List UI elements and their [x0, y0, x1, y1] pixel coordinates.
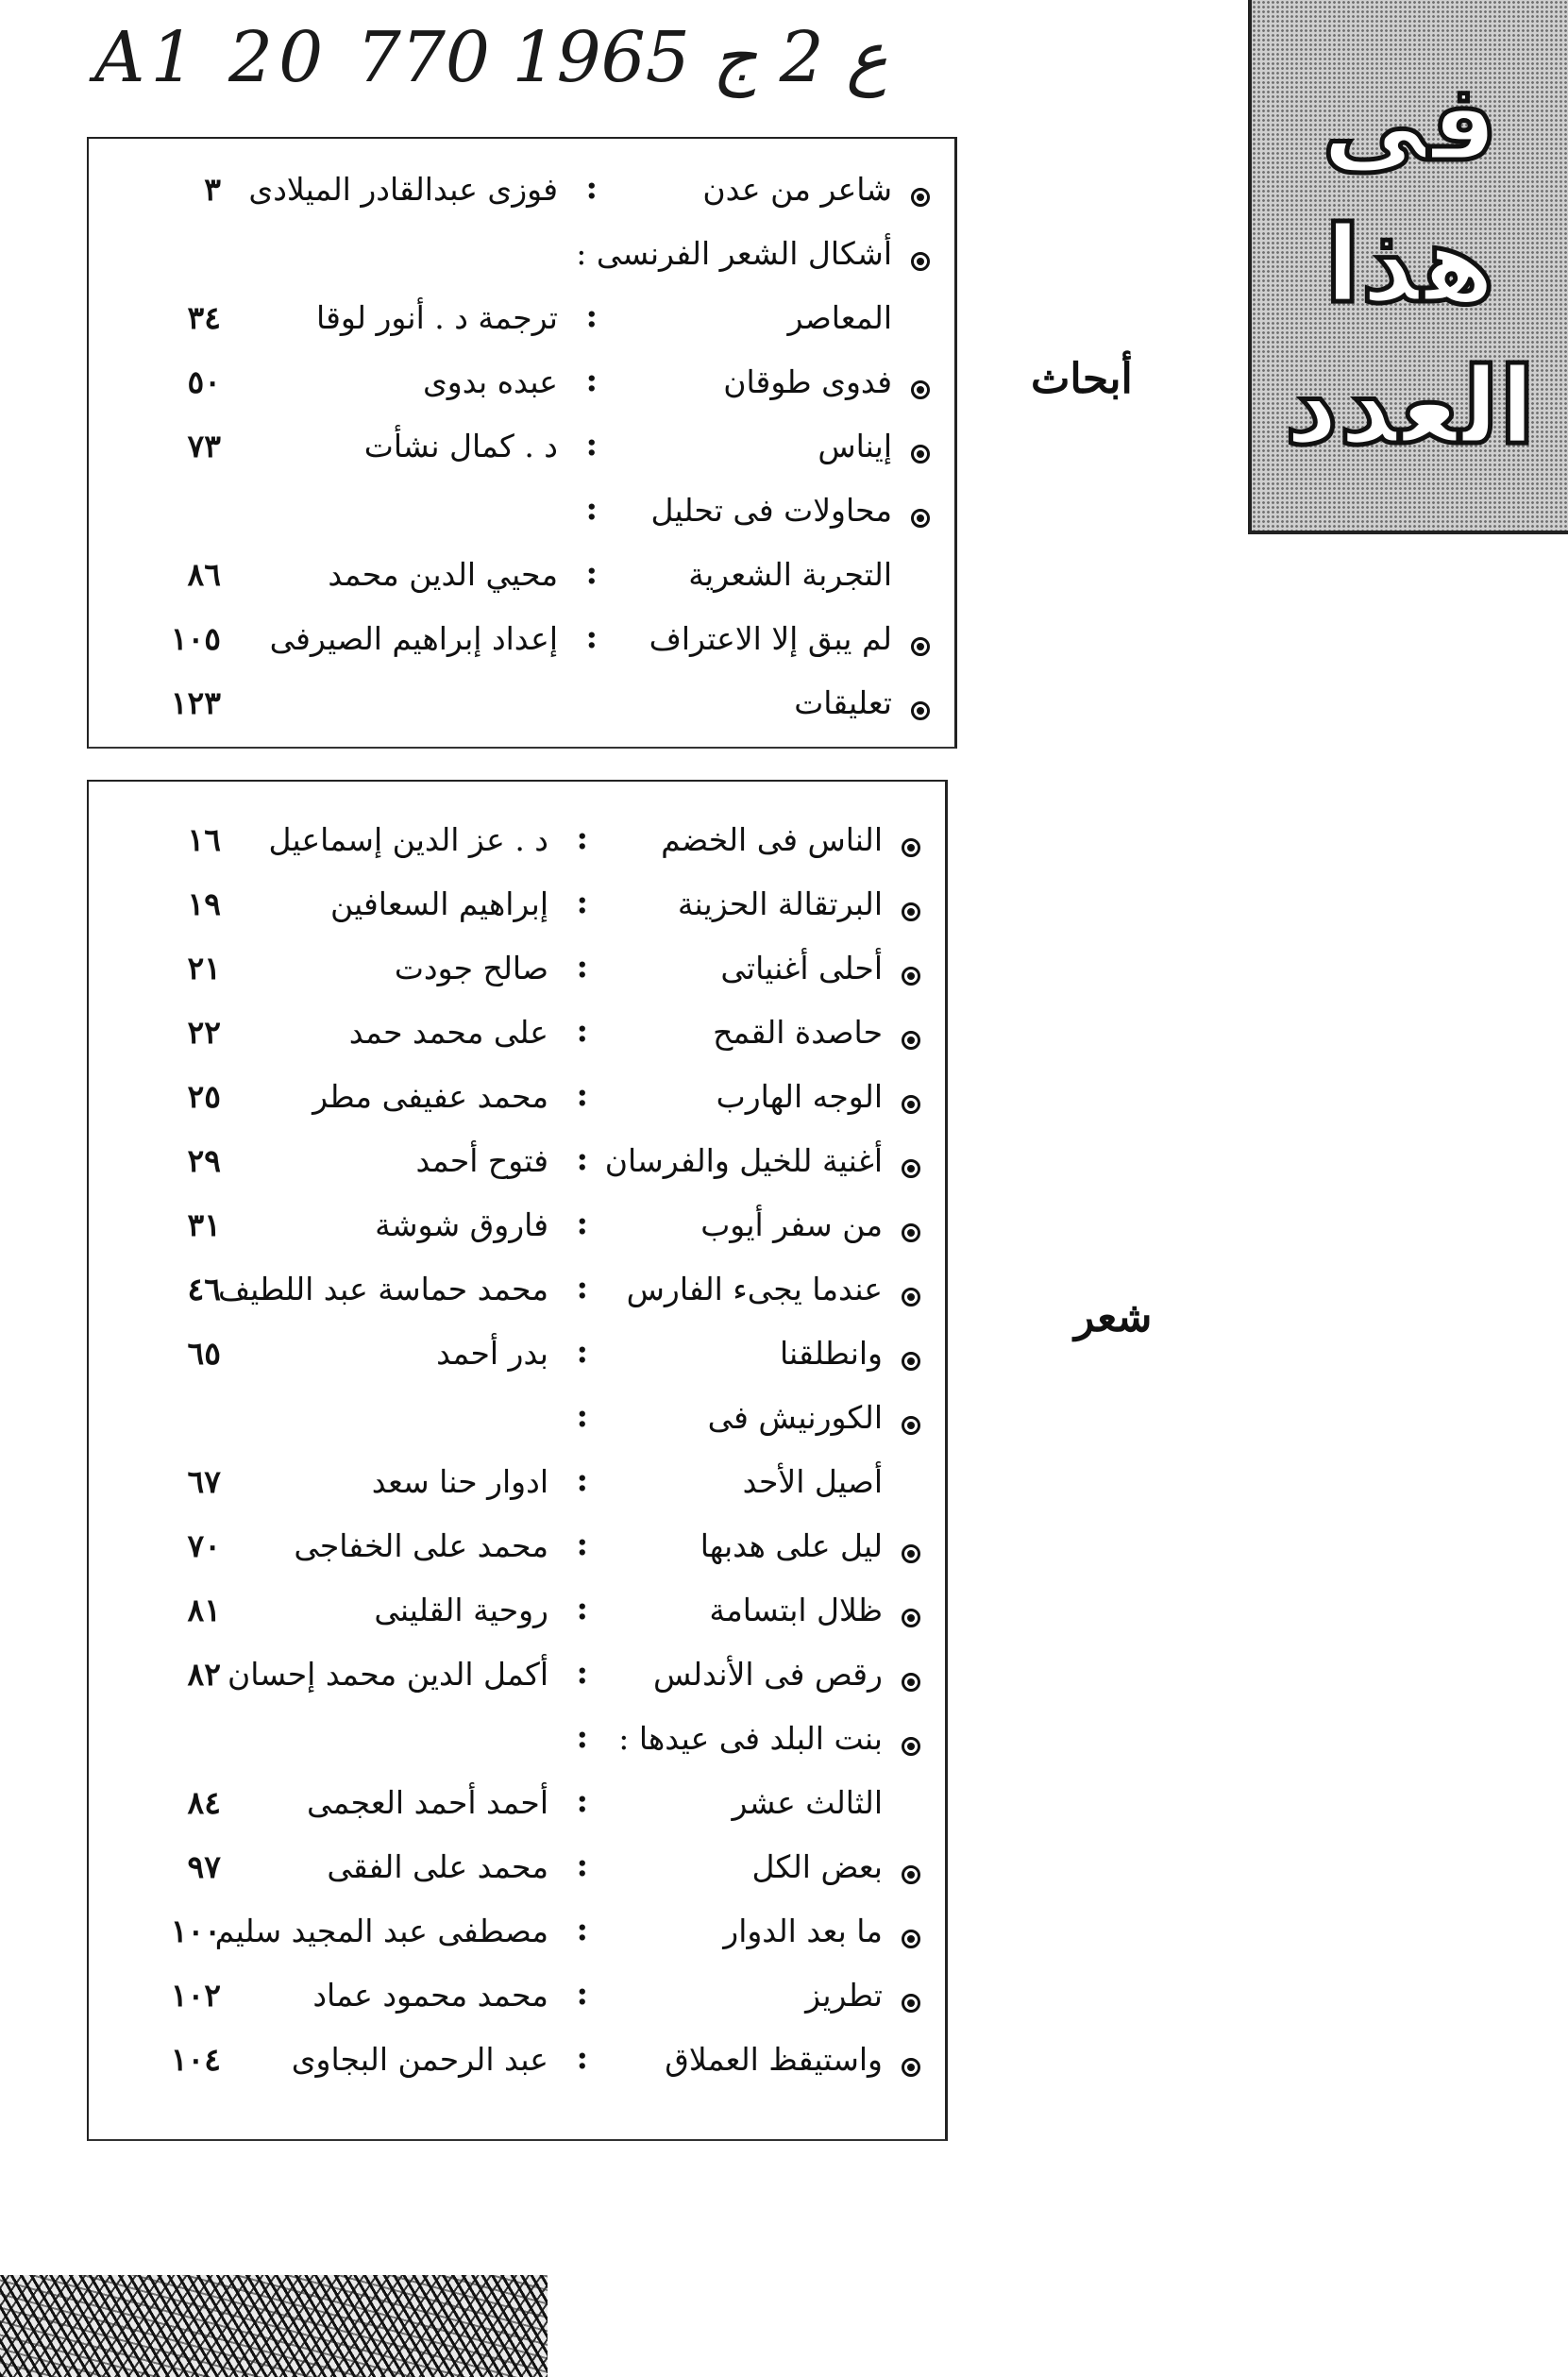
entry-separator: : [576, 1846, 588, 1884]
entry-page-number: ٣١ [187, 1206, 221, 1243]
bullet-icon [902, 902, 920, 921]
entry-title: محاولات فى تحليل [650, 492, 892, 529]
entry-title: بعض الكل [751, 1848, 883, 1885]
entry-title: أشكال الشعر الفرنسى : [576, 235, 892, 272]
entry-page-number: ٢٢ [187, 1014, 221, 1051]
entry-separator: : [576, 1205, 588, 1242]
entry-separator: : [576, 1012, 588, 1050]
entry-author: د . كمال نشأت [363, 428, 558, 464]
entry-page-number: ١٩ [187, 885, 221, 922]
toc-entry [89, 1522, 945, 1586]
entry-page-number: ٤٦ [187, 1271, 221, 1307]
bullet-icon [902, 838, 920, 857]
title-line: العدد [1284, 346, 1536, 468]
entry-page-number: ٢٥ [187, 1078, 221, 1115]
entry-author: د . عز الدين إسماعيل [268, 821, 548, 858]
entry-author: إعداد إبراهيم الصيرفى [269, 620, 558, 657]
entry-page-number: ٨٢ [187, 1656, 221, 1693]
title-line: هذا [1324, 204, 1495, 327]
entry-page-number: ٢٩ [187, 1142, 221, 1179]
bullet-icon [902, 1352, 920, 1371]
entry-separator: : [585, 618, 598, 656]
entry-author: عبده بدوى [422, 363, 558, 400]
toc-entry [89, 422, 954, 486]
entry-author: مصطفى عبد المجيد سليم [214, 1913, 548, 1949]
toc-entry [89, 294, 954, 358]
bullet-icon [902, 1031, 920, 1050]
entry-separator: : [576, 1975, 588, 2013]
entry-separator: : [576, 1076, 588, 1114]
entry-title: الكورنيش فى [707, 1399, 883, 1436]
bullet-icon [902, 1095, 920, 1114]
entry-title: الوجه الهارب [716, 1078, 883, 1115]
entry-page-number: ١٠٢ [170, 1977, 221, 2014]
entry-author: فوزى عبدالقادر الميلادى [248, 171, 558, 208]
toc-entry [89, 486, 954, 550]
entry-title: ظلال ابتسامة [709, 1592, 883, 1628]
bullet-icon [911, 509, 930, 528]
toc-entry [89, 358, 954, 422]
entry-page-number: ٦٧ [187, 1463, 221, 1500]
entry-separator: : [585, 362, 598, 399]
bullet-icon [911, 701, 930, 720]
bullet-icon [902, 1737, 920, 1756]
toc-entry [89, 880, 945, 944]
entry-title: إيناس [818, 428, 892, 464]
entry-title: من سفر أيوب [700, 1206, 883, 1243]
toc-entry [89, 1650, 945, 1714]
entry-author: محيي الدين محمد [328, 556, 558, 593]
entry-separator: : [576, 1590, 588, 1627]
entry-title: بنت البلد فى عيدها : [618, 1720, 883, 1757]
entry-page-number: ٣ [204, 171, 221, 208]
entry-separator: : [585, 490, 598, 528]
entry-author: محمد على الخفاجى [294, 1527, 548, 1564]
toc-entry [89, 2035, 945, 2099]
entry-separator: : [585, 554, 598, 592]
entry-title: تطريز [805, 1977, 883, 2014]
entry-page-number: ١٦ [187, 821, 221, 858]
toc-entry [89, 1843, 945, 1907]
toc-entry [89, 1907, 945, 1971]
toc-entry [89, 1714, 945, 1779]
entry-title: لم يبق إلا الاعتراف [649, 620, 892, 657]
entry-title: ليل على هدبها [700, 1527, 883, 1564]
entry-separator: : [576, 1140, 588, 1178]
entry-title: تعليقات [794, 684, 892, 721]
entry-page-number: ٨٤ [187, 1784, 221, 1821]
bullet-icon [902, 1159, 920, 1178]
entry-title: ما بعد الدوار [723, 1913, 883, 1949]
entry-separator: : [576, 1911, 588, 1948]
entry-title: فدوى طوقان [723, 363, 892, 400]
entry-separator: : [576, 1333, 588, 1371]
entry-separator: : [576, 1526, 588, 1563]
handwritten-catalog-note: A1 20 ع 2 ج 1965 770 [94, 17, 888, 98]
entry-page-number: ٩٧ [187, 1848, 221, 1885]
bullet-icon [911, 188, 930, 207]
toc-entry [89, 816, 945, 880]
toc-entry [89, 615, 954, 679]
entry-author: محمد عفيفى مطر [312, 1078, 548, 1115]
bullet-icon [911, 380, 930, 399]
entry-title: الناس فى الخضم [661, 821, 883, 858]
entry-title: واستيقظ العملاق [665, 2041, 883, 2078]
entry-title: أحلى أغنياتى [720, 950, 883, 986]
entry-author: فاروق شوشة [375, 1206, 548, 1243]
entry-page-number: ٦٥ [187, 1335, 221, 1372]
entry-page-number: ٨٦ [187, 556, 221, 593]
toc-entry [89, 1008, 945, 1072]
toc-entry [89, 1393, 945, 1458]
entry-page-number: ١٢٣ [170, 684, 221, 721]
toc-entry [89, 550, 954, 615]
entry-title: وانطلقنا [780, 1335, 883, 1372]
entry-title: التجربة الشعرية [688, 556, 892, 593]
bullet-icon [902, 1673, 920, 1692]
entry-separator: : [576, 1461, 588, 1499]
toc-entry [89, 165, 954, 229]
toc-box-poetry [87, 780, 948, 2141]
entry-page-number: ٧٣ [187, 428, 221, 464]
entry-author: روحية القلينى [374, 1592, 548, 1628]
entry-author: أحمد أحمد العجمى [307, 1784, 548, 1821]
entry-author: أكمل الدين محمد إحسان [228, 1656, 548, 1693]
entry-separator: : [576, 948, 588, 986]
entry-separator: : [585, 169, 598, 207]
entry-separator: : [576, 1269, 588, 1307]
entry-title: البرتقالة الحزينة [677, 885, 883, 922]
entry-separator: : [576, 1782, 588, 1820]
toc-entry [89, 1072, 945, 1137]
entry-separator: : [585, 297, 598, 335]
bullet-icon [911, 445, 930, 464]
entry-separator: : [576, 1397, 588, 1435]
bullet-icon [902, 1288, 920, 1307]
entry-author: على محمد حمد [348, 1014, 548, 1051]
entry-page-number: ١٠٠ [170, 1913, 221, 1949]
entry-page-number: ١٠٥ [170, 620, 221, 657]
entry-author: صالح جودت [394, 950, 548, 986]
entry-separator: : [576, 819, 588, 857]
bullet-icon [902, 1416, 920, 1435]
entry-separator: : [576, 2039, 588, 2077]
entry-separator: : [576, 1718, 588, 1756]
bullet-icon [902, 2058, 920, 2077]
entry-page-number: ٣٤ [187, 299, 221, 336]
title-line: فى [1322, 62, 1498, 185]
bullet-icon [911, 637, 930, 656]
toc-entry [89, 1779, 945, 1843]
entry-title: حاصدة القمح [713, 1014, 883, 1051]
entry-page-number: ١٠٤ [170, 2041, 221, 2078]
entry-author: إبراهيم السعافين [329, 885, 548, 922]
entry-author: محمد حماسة عبد اللطيف [217, 1271, 548, 1307]
bullet-icon [902, 967, 920, 986]
entry-title: الثالث عشر [732, 1784, 883, 1821]
entry-author: فتوح أحمد [415, 1142, 548, 1179]
decorative-pattern-strip [0, 2275, 548, 2377]
entry-page-number: ٢١ [187, 950, 221, 986]
entry-separator: : [576, 884, 588, 921]
toc-entry [89, 1971, 945, 2035]
toc-entry [89, 229, 954, 294]
entry-author: بدر أحمد [436, 1335, 548, 1372]
entry-title: عندما يجىء الفارس [626, 1271, 883, 1307]
toc-entry [89, 1586, 945, 1650]
entry-page-number: ٥٠ [187, 363, 221, 400]
toc-entry [89, 944, 945, 1008]
entry-title: أغنية للخيل والفرسان [604, 1142, 883, 1179]
toc-entry [89, 679, 954, 743]
bullet-icon [902, 1609, 920, 1627]
section-label-poetry: شعر [1074, 1293, 1153, 1341]
bullet-icon [902, 1930, 920, 1948]
bullet-icon [902, 1865, 920, 1884]
bullet-icon [902, 1223, 920, 1242]
entry-title: أصيل الأحد [742, 1463, 883, 1500]
toc-entry [89, 1329, 945, 1393]
toc-entry [89, 1137, 945, 1201]
bullet-icon [902, 1994, 920, 2013]
bullet-icon [911, 252, 930, 271]
entry-page-number: ٨١ [187, 1592, 221, 1628]
in-this-issue-title-box [1248, 0, 1568, 534]
entry-author: ادوار حنا سعد [371, 1463, 548, 1500]
entry-separator: : [585, 426, 598, 464]
bullet-icon [902, 1544, 920, 1563]
entry-author: محمد على الفقى [327, 1848, 548, 1885]
entry-title: رقص فى الأندلس [652, 1656, 883, 1693]
toc-box-research [87, 137, 957, 749]
entry-author: محمد محمود عماد [312, 1977, 548, 2014]
entry-title: شاعر من عدن [702, 171, 892, 208]
entry-separator: : [576, 1654, 588, 1692]
entry-title: المعاصر [787, 299, 892, 336]
section-label-research: أبحاث [1031, 355, 1133, 403]
entry-page-number: ٧٠ [187, 1527, 221, 1564]
entry-author: ترجمة د . أنور لوقا [316, 299, 558, 336]
toc-entry [89, 1265, 945, 1329]
entry-author: عبد الرحمن البجاوى [291, 2041, 548, 2078]
toc-entry [89, 1201, 945, 1265]
toc-entry [89, 1458, 945, 1522]
